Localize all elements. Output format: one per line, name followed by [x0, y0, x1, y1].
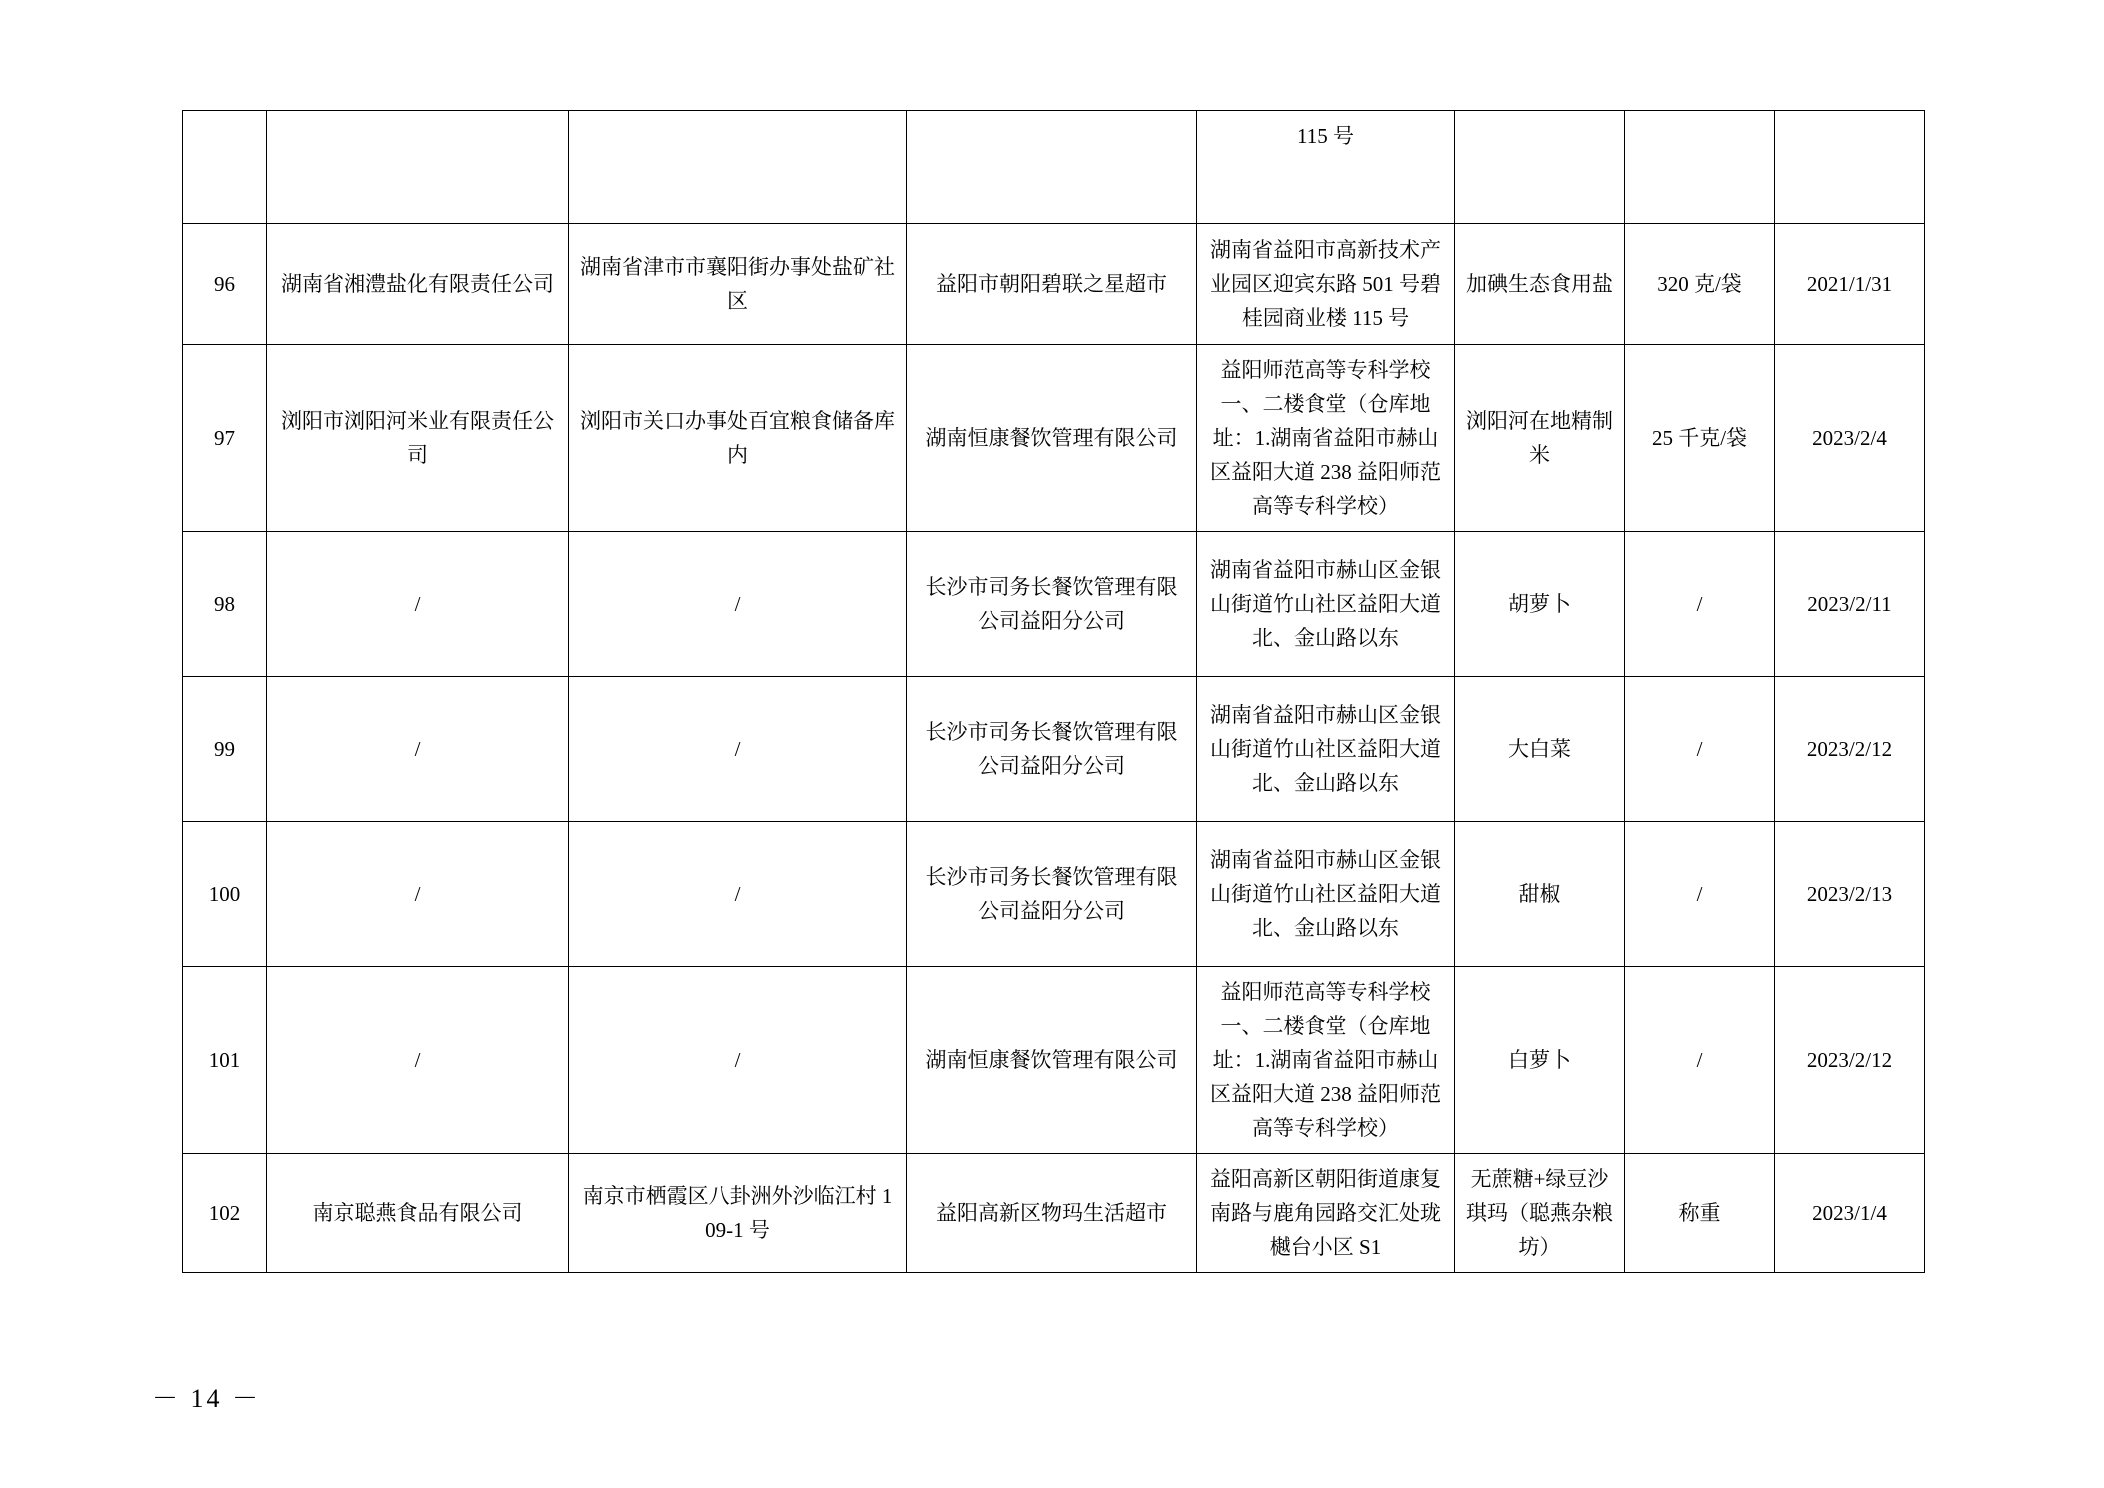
cell-spec: /	[1625, 677, 1775, 822]
cell-index: 102	[183, 1154, 267, 1273]
cell-spec: /	[1625, 532, 1775, 677]
cell-operator: 湖南恒康餐饮管理有限公司	[907, 345, 1197, 532]
cell-product-name: 加碘生态食用盐	[1455, 224, 1625, 345]
cell-producer: /	[267, 677, 569, 822]
cell-date: 2023/2/12	[1775, 677, 1925, 822]
cell-producer-address: /	[569, 967, 907, 1154]
cell-date: 2023/2/4	[1775, 345, 1925, 532]
cell-producer: 浏阳市浏阳河米业有限责任公司	[267, 345, 569, 532]
cell-producer-address: 南京市栖霞区八卦洲外沙临江村 109-1 号	[569, 1154, 907, 1273]
cell-spec: 称重	[1625, 1154, 1775, 1273]
table-row	[183, 345, 1925, 532]
cell-spec: 25 千克/袋	[1625, 345, 1775, 532]
cell-operator-address: 湖南省益阳市赫山区金银山街道竹山社区益阳大道北、金山路以东	[1197, 532, 1455, 677]
cell-index	[183, 111, 267, 224]
cell-date: 2023/1/4	[1775, 1154, 1925, 1273]
cell-index: 100	[183, 822, 267, 967]
table-row	[183, 822, 1925, 967]
cell-date: 2023/2/11	[1775, 532, 1925, 677]
cell-producer: 湖南省湘澧盐化有限责任公司	[267, 224, 569, 345]
cell-index: 96	[183, 224, 267, 345]
cell-producer-address: /	[569, 822, 907, 967]
cell-spec	[1625, 111, 1775, 224]
cell-operator: 湖南恒康餐饮管理有限公司	[907, 967, 1197, 1154]
cell-producer: /	[267, 532, 569, 677]
table-row	[183, 532, 1925, 677]
cell-operator-address: 益阳师范高等专科学校一、二楼食堂（仓库地址：1.湖南省益阳市赫山区益阳大道 238 益阳师范高等专科学校）	[1197, 345, 1455, 532]
cell-index: 101	[183, 967, 267, 1154]
cell-producer-address: /	[569, 532, 907, 677]
cell-operator: 长沙市司务长餐饮管理有限公司益阳分公司	[907, 822, 1197, 967]
cell-product-name: 胡萝卜	[1455, 532, 1625, 677]
cell-operator: 益阳高新区物玛生活超市	[907, 1154, 1197, 1273]
cell-index: 99	[183, 677, 267, 822]
cell-operator: 长沙市司务长餐饮管理有限公司益阳分公司	[907, 532, 1197, 677]
cell-product-name: 浏阳河在地精制米	[1455, 345, 1625, 532]
cell-index: 98	[183, 532, 267, 677]
cell-date: 2023/2/12	[1775, 967, 1925, 1154]
cell-product-name: 大白菜	[1455, 677, 1625, 822]
cell-date	[1775, 111, 1925, 224]
cell-operator	[907, 111, 1197, 224]
cell-operator-address: 115 号	[1197, 111, 1455, 224]
cell-producer: /	[267, 822, 569, 967]
cell-operator-address: 益阳高新区朝阳街道康复南路与鹿角园路交汇处珑樾台小区 S1	[1197, 1154, 1455, 1273]
cell-producer: /	[267, 967, 569, 1154]
cell-producer-address: /	[569, 677, 907, 822]
cell-operator: 益阳市朝阳碧联之星超市	[907, 224, 1197, 345]
table-row	[183, 224, 1925, 345]
cell-product-name	[1455, 111, 1625, 224]
table-row	[183, 677, 1925, 822]
page-number: － 14 －	[152, 1384, 262, 1413]
inspection-table	[182, 110, 1925, 1273]
cell-producer-address: 湖南省津市市襄阳街办事处盐矿社区	[569, 224, 907, 345]
cell-operator-address: 湖南省益阳市赫山区金银山街道竹山社区益阳大道北、金山路以东	[1197, 822, 1455, 967]
table-row	[183, 967, 1925, 1154]
table-row	[183, 1154, 1925, 1273]
cell-index: 97	[183, 345, 267, 532]
cell-date: 2023/2/13	[1775, 822, 1925, 967]
cell-operator: 长沙市司务长餐饮管理有限公司益阳分公司	[907, 677, 1197, 822]
cell-product-name: 白萝卜	[1455, 967, 1625, 1154]
cell-operator-address: 湖南省益阳市高新技术产业园区迎宾东路 501 号碧桂园商业楼 115 号	[1197, 224, 1455, 345]
cell-spec: /	[1625, 822, 1775, 967]
cell-product-name: 甜椒	[1455, 822, 1625, 967]
cell-spec: 320 克/袋	[1625, 224, 1775, 345]
cell-date: 2021/1/31	[1775, 224, 1925, 345]
cell-operator-address: 益阳师范高等专科学校一、二楼食堂（仓库地址：1.湖南省益阳市赫山区益阳大道 238 益阳师范高等专科学校）	[1197, 967, 1455, 1154]
cell-operator-address: 湖南省益阳市赫山区金银山街道竹山社区益阳大道北、金山路以东	[1197, 677, 1455, 822]
cell-producer	[267, 111, 569, 224]
cell-producer: 南京聪燕食品有限公司	[267, 1154, 569, 1273]
cell-producer-address: 浏阳市关口办事处百宜粮食储备库内	[569, 345, 907, 532]
table-row	[183, 111, 1925, 224]
cell-product-name: 无蔗糖+绿豆沙琪玛（聪燕杂粮坊）	[1455, 1154, 1625, 1273]
cell-spec: /	[1625, 967, 1775, 1154]
cell-producer-address	[569, 111, 907, 224]
